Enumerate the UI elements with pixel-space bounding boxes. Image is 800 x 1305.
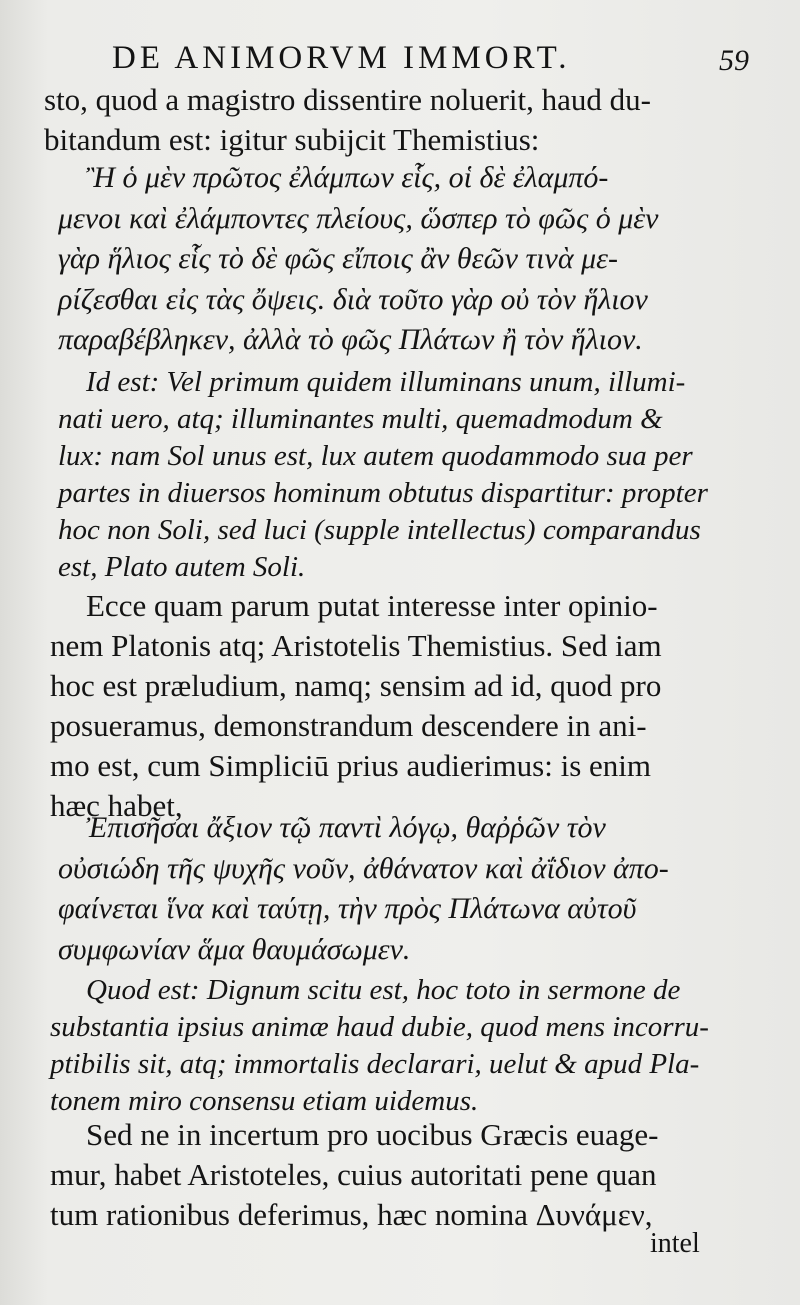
text-line: nem Platonis atq; Aristotelis Themistius. Sed iam: [50, 628, 662, 663]
text-line: substantia ipsius animæ haud dubie, quod mens incorru-: [50, 1011, 709, 1043]
text-line: Ἐπισῆσαι ἄξιον τῷ παντὶ λόγῳ, θαῤῥῶν τὸν: [86, 811, 606, 844]
text-line: tum rationibus deferimus, hæc nomina Δυνάμεν,: [50, 1197, 653, 1232]
text-line: bitandum est: igitur subijcit Themistius:: [44, 122, 540, 157]
text-line: hæc habet,: [50, 788, 183, 823]
paragraph-main: [50, 586, 720, 826]
text-line: Quod est: Dignum scitu est, hoc toto in sermone de: [86, 974, 681, 1006]
text-line: Id est: Vel primum quidem illuminans unum, illumi-: [86, 366, 686, 398]
text-line: ρίζεσθαι εἰς τὰς ὄψεις. διὰ τοῦτο γὰρ οὐ τὸν ἥλιον: [58, 282, 648, 316]
paragraph-closing: [50, 1115, 720, 1235]
running-head: DE ANIMORVM IMMORT.: [112, 40, 571, 76]
text-line: συμφωνίαν ἅμα θαυμάσωμεν.: [58, 932, 411, 966]
latin-translation-1: [58, 364, 728, 586]
text-line: mur, habet Aristoteles, cuius autoritati pene quan: [50, 1157, 657, 1192]
text-line: partes in diuersos hominum obtutus dispartitur: propter: [58, 477, 708, 509]
text-line: γὰρ ἥλιος εἷς τὸ δὲ φῶς εἴποις ἂν θεῶν τινὰ με-: [58, 242, 618, 275]
text-line: Ecce quam parum putat interesse inter opinio-: [86, 588, 658, 623]
text-line: φαίνεται ἵνα καὶ ταύτῃ, τὴν πρὸς Πλάτωνα αὐτοῦ: [58, 892, 637, 925]
text-line: οὐσιώδη τῆς ψυχῆς νοῦν, ἀθάνατον καὶ ἀΐδιον ἀπο-: [58, 851, 669, 885]
text-line: hoc est præludium, namq; sensim ad id, quod pro: [50, 668, 662, 703]
text-line: mo est, cum Simpliciū prius audierimus: is enim: [50, 748, 652, 783]
paragraph-intro: [44, 80, 714, 160]
text-line: Ἢ ὁ μὲν πρῶτος ἐλάμπων εἷς, οἱ δὲ ἐλαμπό-: [86, 161, 609, 194]
text-line: παραβέβληκεν, ἀλλὰ τὸ φῶς Πλάτων ἢ τὸν ἥλιον.: [58, 323, 643, 356]
text-line: ptibilis sit, atq; immortalis declarari, uelut & apud Pla-: [50, 1048, 700, 1080]
page-number: 59: [719, 44, 749, 77]
latin-translation-2: [50, 972, 720, 1120]
text-line: μενοι καὶ ἐλάμποντες πλείους, ὥσπερ τὸ φῶς ὁ μὲν: [58, 201, 659, 235]
catchword: intel: [650, 1228, 700, 1259]
text-line: nati uero, atq; illuminantes multi, quemadmodum &: [58, 403, 663, 435]
text-line: posueramus, demonstrandum descendere in ani-: [50, 708, 647, 743]
greek-quotation-2: [58, 808, 728, 970]
text-line: sto, quod a magistro dissentire noluerit, haud du-: [44, 82, 651, 117]
text-line: Sed ne in incertum pro uocibus Græcis euage-: [86, 1117, 659, 1152]
text-line: est, Plato autem Soli.: [58, 551, 306, 583]
text-line: hoc non Soli, sed luci (supple intellectus) comparandus: [58, 514, 701, 546]
greek-quotation-1: [58, 158, 728, 361]
text-line: lux: nam Sol unus est, lux autem quodammodo sua per: [58, 440, 693, 472]
text-line: tonem miro consensu etiam uidemus.: [50, 1085, 479, 1117]
